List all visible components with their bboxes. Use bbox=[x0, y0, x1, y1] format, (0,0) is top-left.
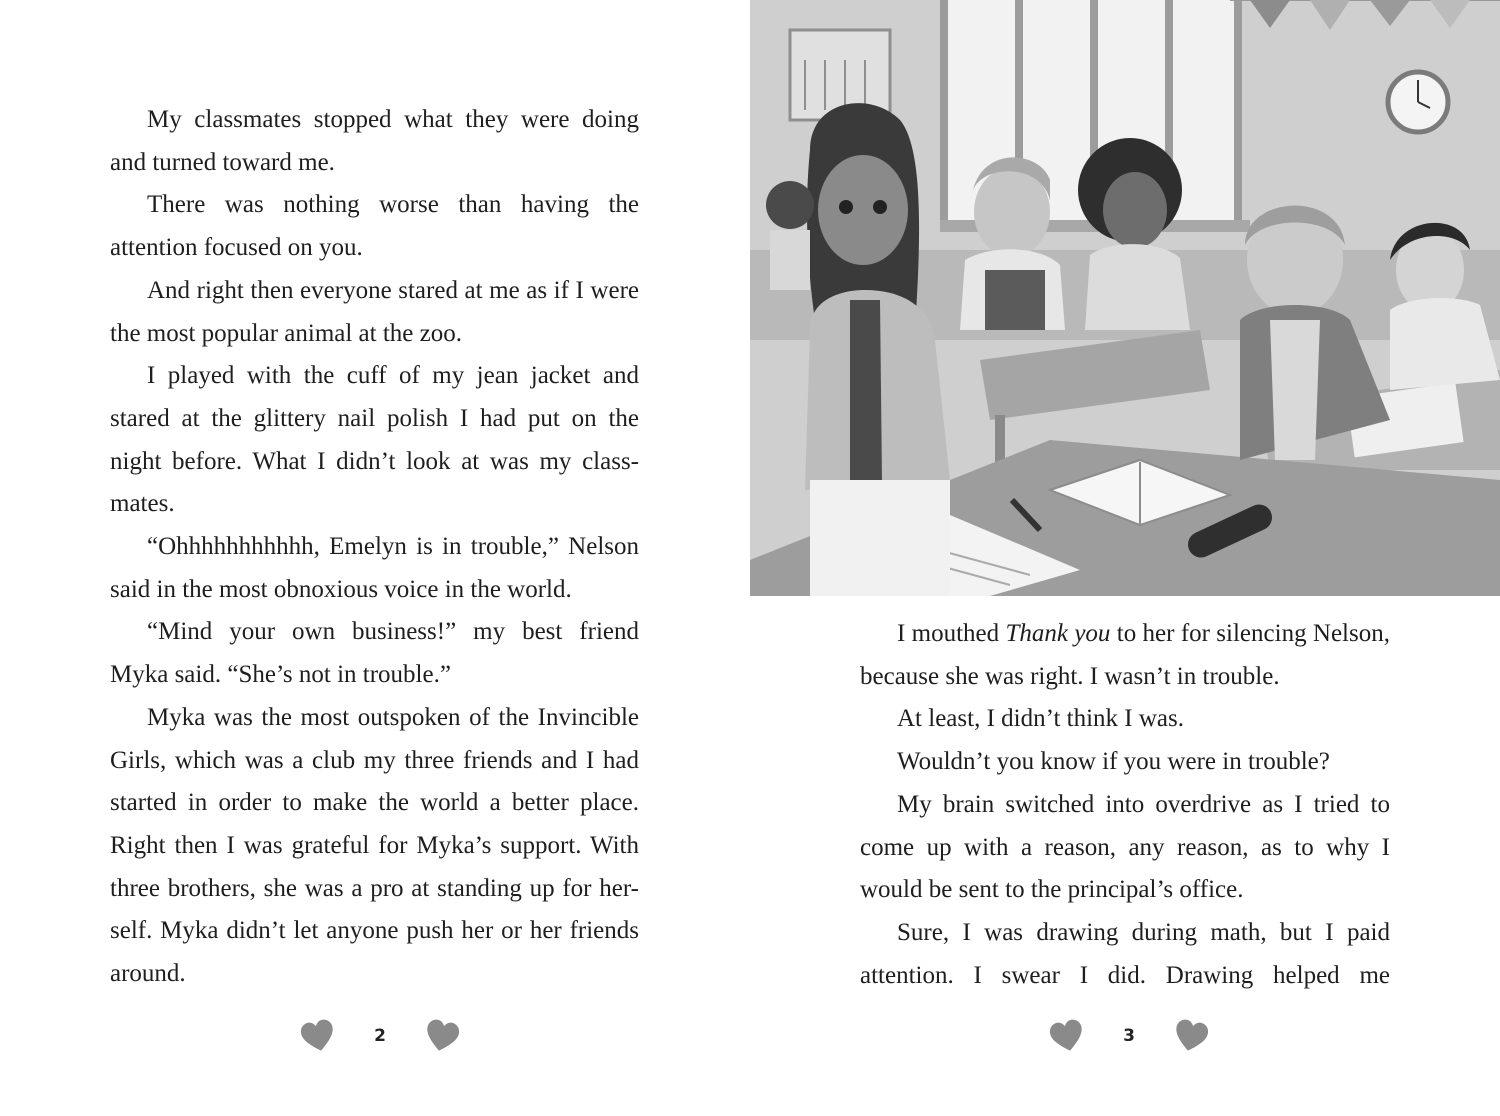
emphasis-text: Thank you bbox=[1005, 620, 1111, 647]
page-number: 3 bbox=[1123, 1026, 1135, 1046]
left-page-text bbox=[110, 99, 639, 996]
paragraph-rest: to her for silencing Nelson, because she was right. I wasn’t in trouble. bbox=[860, 620, 1390, 690]
paragraph: Sure, I was drawing during math, but I paid attention. I swear I did. Drawing helped me bbox=[860, 918, 1390, 989]
right-page bbox=[750, 0, 1500, 1116]
paragraph bbox=[860, 613, 1390, 698]
heart-icon bbox=[300, 1019, 336, 1053]
paragraph: Myka was the most outspoken of the Invincible Girls, which was a club my three friends and I had started in order to make the world a better place. Right then I was grateful for Myka’s support. With three brothers, she was a pro at standing up for her-self. Myka didn’t let anyone push her or her friends around. bbox=[110, 703, 639, 988]
right-page-text bbox=[860, 613, 1390, 997]
page-number: 2 bbox=[374, 1026, 386, 1046]
paragraph-lead: I mouthed bbox=[897, 620, 1006, 647]
paragraph: There was nothing worse than having the attention focused on you. bbox=[110, 191, 639, 262]
page-footer bbox=[1049, 1016, 1209, 1056]
paragraph: And right then everyone stared at me as if I were the most popular animal at the zoo. bbox=[110, 276, 639, 347]
paragraph: “Mind your own business!” my best friend Myka said. “She’s not in trouble.” bbox=[110, 618, 639, 689]
heart-icon bbox=[1173, 1019, 1209, 1053]
page-footer bbox=[300, 1016, 460, 1056]
paragraph: Wouldn’t you know if you were in trouble? bbox=[897, 748, 1330, 776]
paragraph: At least, I didn’t think I was. bbox=[897, 705, 1184, 733]
heart-icon bbox=[424, 1019, 460, 1053]
paragraph: I played with the cuff of my jean jacket and stared at the glittery nail polish I had put on the night before. What I didn’t look at was my class-mates. bbox=[110, 362, 639, 518]
paragraph: My classmates stopped what they were doing and turned toward me. bbox=[110, 106, 639, 176]
classroom-illustration bbox=[750, 0, 1500, 596]
paragraph: My brain switched into overdrive as I tried to come up with a reason, any reason, as to why I would be sent to the principal’s office. bbox=[860, 790, 1390, 904]
heart-icon bbox=[1049, 1019, 1085, 1053]
paragraph: “Ohhhhhhhhhhh, Emelyn is in trouble,” Nelson said in the most obnoxious voice in the world. bbox=[110, 533, 639, 603]
